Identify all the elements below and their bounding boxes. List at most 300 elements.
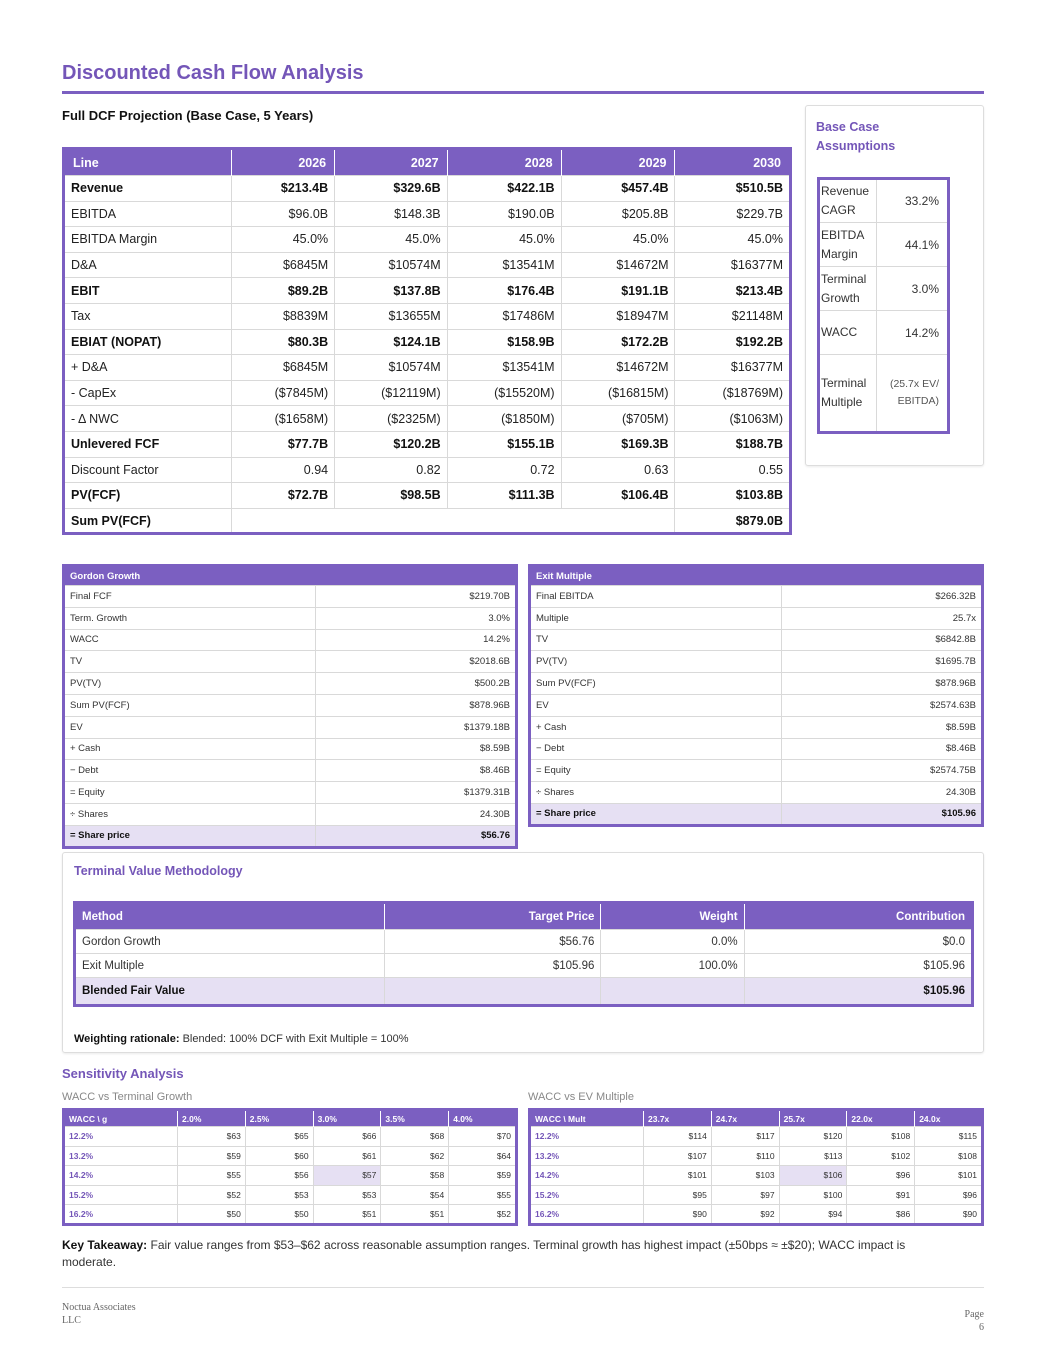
assumptions-table [817, 177, 950, 434]
row-value: $422.1B [447, 176, 561, 202]
row-label: - CapEx [64, 380, 232, 406]
row-value: $8839M [232, 303, 335, 329]
row-value: $510.5B [675, 176, 791, 202]
table-row [64, 607, 517, 629]
row-value: $10574M [335, 355, 448, 381]
sensitivity-cell: $108 [847, 1127, 915, 1147]
blended-empty [385, 978, 601, 1006]
tv-method: Gordon Growth [75, 930, 385, 954]
share-price-value: $56.76 [316, 825, 517, 847]
row-value: 24.30B [782, 782, 983, 804]
footer-firm: Noctua Associates LLC [62, 1302, 136, 1326]
table-row [64, 651, 517, 673]
row-value: $148.3B [335, 201, 448, 227]
sensitivity-cell: $55 [178, 1166, 246, 1186]
sensitivity-header-cell: WACC \ Mult [530, 1110, 644, 1127]
row-value: $21148M [675, 303, 791, 329]
row-value: $6845M [232, 355, 335, 381]
tv-price: $56.76 [385, 930, 601, 954]
row-value: $191.1B [561, 278, 675, 304]
sensitivity-cell: $68 [381, 1127, 449, 1147]
row-label: + Cash [530, 716, 782, 738]
tv-header-cell: Target Price [385, 903, 601, 930]
row-label: TV [64, 651, 316, 673]
assumption-key: EBITDA Margin [819, 223, 877, 267]
gordon-growth-body [64, 586, 517, 848]
row-value: $878.96B [782, 673, 983, 695]
row-value: $229.7B [675, 201, 791, 227]
table-row [75, 954, 973, 978]
sensitivity-header-cell: 23.7x [644, 1110, 712, 1127]
exit-multiple-table [528, 564, 984, 827]
wacc-label: 14.2% [64, 1166, 178, 1186]
footer-page [944, 1308, 984, 1334]
row-value: ($1063M) [675, 406, 791, 432]
wacc-label: 15.2% [530, 1185, 644, 1205]
sensitivity-cell: $63 [178, 1127, 246, 1147]
sensitivity-header-row [64, 1110, 517, 1127]
sensitivity-cell: $100 [779, 1185, 847, 1205]
table-row [64, 1185, 517, 1205]
row-value: $6842.8B [782, 629, 983, 651]
table-row [75, 930, 973, 954]
row-value: $176.4B [447, 278, 561, 304]
sensitivity-cell: $53 [245, 1185, 313, 1205]
row-value: $2574.63B [782, 694, 983, 716]
share-price-label: = Share price [64, 825, 316, 847]
table-row [64, 586, 517, 608]
row-value: $89.2B [232, 278, 335, 304]
row-value: $14672M [561, 252, 675, 278]
assumption-key: WACC [819, 311, 877, 355]
sensitivity-cell: $110 [711, 1146, 779, 1166]
row-value: 0.55 [675, 457, 791, 483]
row-label: Sum PV(FCF) [530, 673, 782, 695]
sensitivity-cell: $53 [313, 1185, 381, 1205]
tv-contribution: $105.96 [744, 954, 972, 978]
row-label: − Debt [64, 760, 316, 782]
table-row [530, 586, 983, 608]
row-label: EBIT [64, 278, 232, 304]
sensitivity-header-cell: 3.0% [313, 1110, 381, 1127]
sensitivity-cell: $70 [449, 1127, 517, 1147]
table-row [64, 673, 517, 695]
table-row [64, 738, 517, 760]
assumption-row [819, 179, 949, 223]
sensitivity-cell: $64 [449, 1146, 517, 1166]
table-row [530, 1146, 983, 1166]
table-row [64, 329, 791, 355]
sensitivity-cell: $113 [779, 1146, 847, 1166]
row-value: $8.46B [782, 738, 983, 760]
sensitivity-header-cell: 3.5% [381, 1110, 449, 1127]
table-row [64, 355, 791, 381]
row-label: D&A [64, 252, 232, 278]
row-label: Multiple [530, 607, 782, 629]
page-label: Page [964, 1309, 984, 1320]
wacc-label: 12.2% [64, 1127, 178, 1147]
row-label: EBITDA [64, 201, 232, 227]
row-value: $1695.7B [782, 651, 983, 673]
row-value: $14672M [561, 355, 675, 381]
row-value: ($12119M) [335, 380, 448, 406]
sensitivity-cell: $54 [381, 1185, 449, 1205]
table-row [530, 1205, 983, 1225]
gordon-growth-table [62, 564, 518, 849]
wacc-label: 13.2% [530, 1146, 644, 1166]
table-row [530, 1166, 983, 1186]
table-row [64, 176, 791, 202]
dcf-header-cell: 2028 [447, 149, 561, 176]
dcf-header-cell: 2030 [675, 149, 791, 176]
dcf-header-cell: 2026 [232, 149, 335, 176]
sensitivity-title: Sensitivity Analysis [62, 1066, 184, 1081]
row-value: 3.0% [316, 607, 517, 629]
assumption-row [819, 223, 949, 267]
sensitivity-header-cell: 22.0x [847, 1110, 915, 1127]
row-value: $190.0B [447, 201, 561, 227]
sensitivity-cell: $66 [313, 1127, 381, 1147]
dcf-body [64, 176, 791, 534]
page-number: 6 [979, 1322, 984, 1333]
table-row [64, 629, 517, 651]
sensitivity-cell: $51 [381, 1205, 449, 1225]
row-label: + D&A [64, 355, 232, 381]
dcf-subtitle: Full DCF Projection (Base Case, 5 Years) [62, 108, 314, 123]
table-row [64, 252, 791, 278]
row-value: $192.2B [675, 329, 791, 355]
blended-empty [601, 978, 744, 1006]
sensitivity-cell: $65 [245, 1127, 313, 1147]
sensitivity-cell: $56 [245, 1166, 313, 1186]
row-label: Discount Factor [64, 457, 232, 483]
row-value: $111.3B [447, 483, 561, 509]
table-row [64, 303, 791, 329]
sensitivity-cell: $86 [847, 1205, 915, 1225]
sensitivity-header-cell: 24.0x [915, 1110, 983, 1127]
row-value: 0.94 [232, 457, 335, 483]
row-value: ($1658M) [232, 406, 335, 432]
assumption-value: 44.1% [877, 223, 949, 267]
rationale-text: Blended: 100% DCF with Exit Multiple = 100% [179, 1033, 409, 1045]
sensitivity-header-row [530, 1110, 983, 1127]
table-row [64, 1205, 517, 1225]
sensitivity-header-cell: 4.0% [449, 1110, 517, 1127]
row-label: = Equity [64, 782, 316, 804]
row-value: $13655M [335, 303, 448, 329]
sum-pv-label: Sum PV(FCF) [64, 508, 232, 534]
row-label: Unlevered FCF [64, 431, 232, 457]
wacc-label: 12.2% [530, 1127, 644, 1147]
row-value: $8.46B [316, 760, 517, 782]
sensitivity-cell: $60 [245, 1146, 313, 1166]
table-row [64, 483, 791, 509]
row-value: 45.0% [447, 227, 561, 253]
takeaway-label: Key Takeaway: [62, 1238, 148, 1252]
row-value: $213.4B [675, 278, 791, 304]
row-value: $96.0B [232, 201, 335, 227]
table-row [64, 1127, 517, 1147]
tv-weight: 100.0% [601, 954, 744, 978]
row-value: 45.0% [561, 227, 675, 253]
table-row [530, 1185, 983, 1205]
dcf-header-cell: 2027 [335, 149, 448, 176]
key-takeaway [62, 1237, 962, 1271]
sensitivity-header-cell: 2.0% [178, 1110, 246, 1127]
table-row [64, 457, 791, 483]
sensitivity-cell: $96 [847, 1166, 915, 1186]
assumption-key: Terminal Growth [819, 267, 877, 311]
sensitivity-cell: $92 [711, 1205, 779, 1225]
dcf-header-row [64, 149, 791, 176]
dcf-header-cell: 2029 [561, 149, 675, 176]
assumption-value: 14.2% [877, 311, 949, 355]
share-price-row [530, 803, 983, 825]
row-label: PV(TV) [530, 651, 782, 673]
sensitivity-cell: $108 [915, 1146, 983, 1166]
sensitivity-cell: $91 [847, 1185, 915, 1205]
sensitivity-cell: $97 [711, 1185, 779, 1205]
weighting-rationale [74, 1033, 409, 1045]
table-row [64, 803, 517, 825]
sensitivity-cell: $52 [178, 1185, 246, 1205]
row-value: $329.6B [335, 176, 448, 202]
row-value: 45.0% [335, 227, 448, 253]
table-row [64, 716, 517, 738]
row-label: − Debt [530, 738, 782, 760]
row-label: = Equity [530, 760, 782, 782]
row-value: $155.1B [447, 431, 561, 457]
table-row [530, 673, 983, 695]
row-label: ÷ Shares [64, 803, 316, 825]
table-row [64, 782, 517, 804]
exit-multiple-header: Exit Multiple [530, 566, 983, 586]
row-value: 14.2% [316, 629, 517, 651]
table-row [64, 278, 791, 304]
tv-price: $105.96 [385, 954, 601, 978]
row-value: ($16815M) [561, 380, 675, 406]
sensitivity-cell: $106 [779, 1166, 847, 1186]
sensitivity-growth-table [62, 1108, 518, 1226]
sensitivity-cell: $103 [711, 1166, 779, 1186]
terminal-value-title: Terminal Value Methodology [74, 864, 243, 878]
sensitivity-cell: $58 [381, 1166, 449, 1186]
dcf-header-cell: Line [64, 149, 232, 176]
assumption-row [819, 355, 949, 433]
table-row [64, 380, 791, 406]
row-value: $2018.6B [316, 651, 517, 673]
row-value: $1379.18B [316, 716, 517, 738]
row-value: $10574M [335, 252, 448, 278]
sensitivity-multiple-table [528, 1108, 984, 1226]
table-row [530, 716, 983, 738]
row-label: + Cash [64, 738, 316, 760]
assumption-value: 33.2% [904, 194, 939, 208]
sensitivity-cell: $62 [381, 1146, 449, 1166]
table-row [64, 1166, 517, 1186]
row-label: Sum PV(FCF) [64, 694, 316, 716]
table-row [64, 431, 791, 457]
sensitivity-header-cell: WACC \ g [64, 1110, 178, 1127]
row-value: $1379.31B [316, 782, 517, 804]
sensitivity-cell: $50 [245, 1205, 313, 1225]
sensitivity-cell: $101 [915, 1166, 983, 1186]
terminal-value-table [73, 901, 974, 1007]
sensitivity-cell: $114 [644, 1127, 712, 1147]
tv-header-cell: Contribution [744, 903, 972, 930]
row-label: - Δ NWC [64, 406, 232, 432]
row-value: $98.5B [335, 483, 448, 509]
row-value: $17486M [447, 303, 561, 329]
table-row [64, 694, 517, 716]
assumption-row [819, 267, 949, 311]
blended-label: Blended Fair Value [75, 978, 385, 1006]
row-label: Revenue [64, 176, 232, 202]
row-value: $878.96B [316, 694, 517, 716]
sensitivity-cell: $94 [779, 1205, 847, 1225]
row-value: $188.7B [675, 431, 791, 457]
sensitivity-cell: $90 [915, 1205, 983, 1225]
assumptions-body [819, 179, 949, 433]
assumptions-card [805, 105, 984, 466]
sensitivity-cell: $61 [313, 1146, 381, 1166]
assumption-value: (25.7x EV/ EBITDA) [877, 355, 949, 433]
row-value: $213.4B [232, 176, 335, 202]
blended-value: $105.96 [744, 978, 972, 1006]
row-value: $158.9B [447, 329, 561, 355]
sum-pv-row [64, 508, 791, 534]
row-value: $103.8B [675, 483, 791, 509]
tv-header-cell: Weight [601, 903, 744, 930]
sensitivity-cell: $120 [779, 1127, 847, 1147]
row-value: $219.70B [316, 586, 517, 608]
sensitivity-cell: $51 [313, 1205, 381, 1225]
row-value: $2574.75B [782, 760, 983, 782]
tv-contribution: $0.0 [744, 930, 972, 954]
row-label: Final FCF [64, 586, 316, 608]
row-value: $72.7B [232, 483, 335, 509]
sensitivity-cell: $59 [178, 1146, 246, 1166]
sensitivity-cell: $59 [449, 1166, 517, 1186]
row-label: PV(TV) [64, 673, 316, 695]
sensitivity-cell: $52 [449, 1205, 517, 1225]
row-label: EV [64, 716, 316, 738]
sensitivity-cell: $102 [847, 1146, 915, 1166]
page-title: Discounted Cash Flow Analysis [62, 62, 984, 94]
table-row [64, 760, 517, 782]
row-value: $266.32B [782, 586, 983, 608]
row-value: $13541M [447, 355, 561, 381]
row-value: ($2325M) [335, 406, 448, 432]
row-value: 45.0% [675, 227, 791, 253]
exit-multiple-body [530, 586, 983, 826]
table-row [64, 227, 791, 253]
sensitivity-header-cell: 2.5% [245, 1110, 313, 1127]
share-price-value: $105.96 [782, 803, 983, 825]
row-value: $8.59B [782, 716, 983, 738]
rationale-label: Weighting rationale: [74, 1033, 180, 1045]
sensitivity-growth-body [64, 1127, 517, 1225]
table-row [530, 1127, 983, 1147]
table-row [530, 651, 983, 673]
sensitivity-cell: $101 [644, 1166, 712, 1186]
table-row [64, 201, 791, 227]
sensitivity-growth-label: WACC vs Terminal Growth [62, 1091, 193, 1103]
wacc-label: 14.2% [530, 1166, 644, 1186]
tv-weight: 0.0% [601, 930, 744, 954]
row-value: ($7845M) [232, 380, 335, 406]
row-value: $172.2B [561, 329, 675, 355]
table-row [530, 607, 983, 629]
sensitivity-cell: $96 [915, 1185, 983, 1205]
assumption-key: Terminal Multiple [819, 355, 877, 433]
row-label: EV [530, 694, 782, 716]
wacc-label: 16.2% [530, 1205, 644, 1225]
row-label: Tax [64, 303, 232, 329]
tv-header-cell: Method [75, 903, 385, 930]
sensitivity-cell: $57 [313, 1166, 381, 1186]
sum-pv-spacer [232, 508, 675, 534]
footer-divider [62, 1287, 984, 1288]
dcf-projection-table [62, 147, 792, 535]
wacc-label: 13.2% [64, 1146, 178, 1166]
sum-pv-value: $879.0B [675, 508, 791, 534]
row-value: $16377M [675, 252, 791, 278]
row-value: $120.2B [335, 431, 448, 457]
row-label: PV(FCF) [64, 483, 232, 509]
takeaway-text: Fair value ranges from $53–$62 across reasonable assumption ranges. Terminal growth has highest impact (±50bps ≈ ±$20); WACC impact is moderate. [62, 1238, 906, 1269]
row-value: $124.1B [335, 329, 448, 355]
table-row [64, 1146, 517, 1166]
row-label: EBITDA Margin [64, 227, 232, 253]
assumptions-title: Base Case Assumptions [816, 120, 896, 153]
row-label: EBIAT (NOPAT) [64, 329, 232, 355]
sensitivity-cell: $115 [915, 1127, 983, 1147]
row-label: TV [530, 629, 782, 651]
table-row [64, 406, 791, 432]
sensitivity-cell: $55 [449, 1185, 517, 1205]
row-label: ÷ Shares [530, 782, 782, 804]
row-value: ($1850M) [447, 406, 561, 432]
row-value: $6845M [232, 252, 335, 278]
share-price-label: = Share price [530, 803, 782, 825]
row-value: 45.0% [232, 227, 335, 253]
row-value: $457.4B [561, 176, 675, 202]
assumption-row [819, 311, 949, 355]
row-value: $137.8B [335, 278, 448, 304]
row-value: ($18769M) [675, 380, 791, 406]
row-value: $8.59B [316, 738, 517, 760]
table-row [530, 694, 983, 716]
wacc-label: 16.2% [64, 1205, 178, 1225]
row-value: 25.7x [782, 607, 983, 629]
table-row [530, 738, 983, 760]
row-label: Term. Growth [64, 607, 316, 629]
assumption-value: 3.0% [877, 267, 949, 311]
row-value: $77.7B [232, 431, 335, 457]
row-label: Final EBITDA [530, 586, 782, 608]
gordon-growth-header: Gordon Growth [64, 566, 517, 586]
sensitivity-multiple-body [530, 1127, 983, 1225]
row-value: 0.82 [335, 457, 448, 483]
row-value: $106.4B [561, 483, 675, 509]
wacc-label: 15.2% [64, 1185, 178, 1205]
sensitivity-cell: $107 [644, 1146, 712, 1166]
sensitivity-header-cell: 25.7x [779, 1110, 847, 1127]
sensitivity-cell: $95 [644, 1185, 712, 1205]
sensitivity-multiple-label: WACC vs EV Multiple [528, 1091, 634, 1103]
table-row [530, 760, 983, 782]
